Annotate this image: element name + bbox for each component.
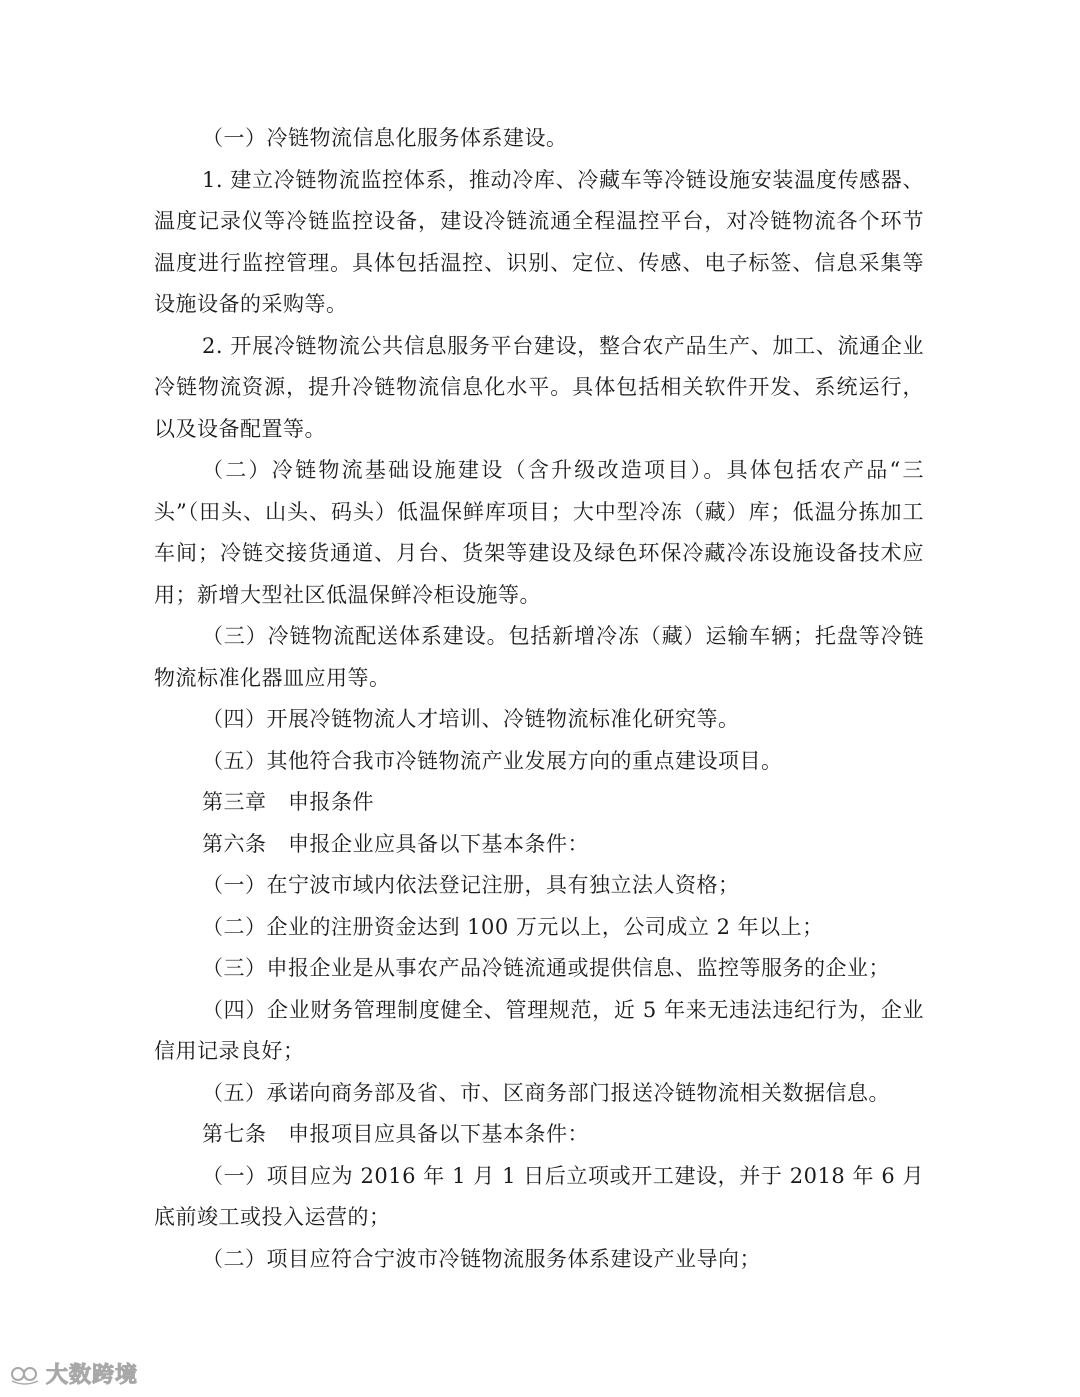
condition-item-3: （三）申报企业是从事农产品冷链流通或提供信息、监控等服务的企业；: [202, 956, 890, 980]
chapter-heading: 第三章 申报条件: [202, 790, 374, 814]
paragraph-section-2: （二）冷链物流基础设施建设（含升级改造项目）。具体包括农产品“三头”（田头、山头、码头）低温保鲜库项目；大中型冷冻（藏）库；低温分拣加工车间；冷链交接货通道、月台、货架等建设及绿色环保冷藏冷冻设施设备技术应用；新增大型社区低温保鲜冷柜设施等。: [154, 458, 924, 607]
paragraph-section-4: （四）开展冷链物流人才培训、冷链物流标准化研究等。: [202, 707, 740, 731]
article-heading-7: 第七条 申报项目应具备以下基本条件：: [202, 1122, 589, 1146]
brand-logo-icon: [10, 1363, 40, 1385]
article-heading-6: 第六条 申报企业应具备以下基本条件：: [202, 831, 589, 856]
document-body: [154, 118, 924, 1280]
watermark-text: 大数跨境: [46, 1363, 139, 1388]
paragraph-section-5: （五）其他符合我市冷链物流产业发展方向的重点建设项目。: [202, 748, 783, 773]
watermark: [10, 1358, 138, 1389]
paragraph-item-1: 1. 建立冷链物流监控体系，推动冷库、冷藏车等冷链设施安装温度传感器、温度记录仪等冷链监控设备，建设冷链流通全程温控平台，对冷链物流各个环节温度进行监控管理。具体包括温控、识别、定位、传感、电子标签、信息采集等设施设备的采购等。: [154, 167, 924, 316]
paragraph-section-3: （三）冷链物流配送体系建设。包括新增冷冻（藏）运输车辆；托盘等冷链物流标准化器皿应用等。: [154, 624, 924, 690]
condition-item-2: （二）企业的注册资金达到 100 万元以上，公司成立 2 年以上；: [202, 914, 824, 939]
paragraph-item-2: 2. 开展冷链物流公共信息服务平台建设，整合农产品生产、加工、流通企业冷链物流资源，提升冷链物流信息化水平。具体包括相关软件开发、系统运行，以及设备配置等。: [154, 333, 924, 441]
condition-item-4: （四）企业财务管理制度健全、管理规范，近 5 年来无违法违纪行为，企业信用记录良好；: [154, 997, 924, 1063]
project-condition-1: （一）项目应为 2016 年 1 月 1 日后立项或开工建设，并于 2018 年 6 月底前竣工或投入运营的；: [154, 1163, 924, 1229]
condition-item-1: （一）在宁波市域内依法登记注册，具有独立法人资格；: [202, 873, 740, 897]
section-heading-1: （一）冷链物流信息化服务体系建设。: [202, 126, 568, 150]
condition-item-5: （五）承诺向商务部及省、市、区商务部门报送冷链物流相关数据信息。: [202, 1080, 890, 1105]
project-condition-2: （二）项目应符合宁波市冷链物流服务体系建设产业导向；: [202, 1246, 761, 1271]
